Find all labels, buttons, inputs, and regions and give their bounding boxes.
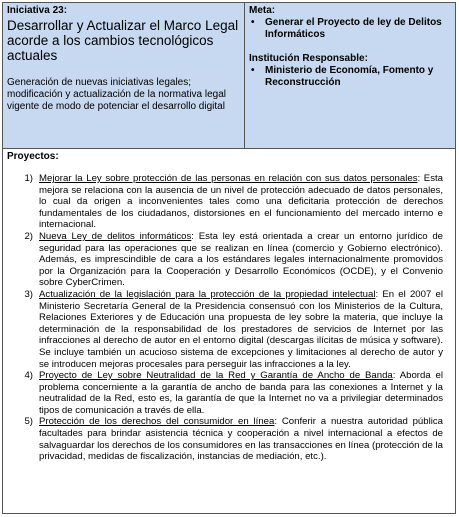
- header-section: [3, 3, 455, 149]
- meta-item: • Generar el Proyecto de ley de Delitos Informáticos: [249, 17, 451, 41]
- project-item: [7, 416, 451, 462]
- project-item: [7, 370, 451, 416]
- project-body: : En el 2007 el Ministerio Secretaría General de la Presidencia consensuó con los Ministerios de la Cultura, Relaciones Exteriores y de Educación una propuesta de ley sobre la materia, que incluye la determinación de la responsabilidad de los prestadores de servicios de Internet por las infracciones al derecho de autor en el entorno digital (descargas ilícitas de música y software). Se incluye también un acucioso sistema de excepciones y limitaciones al derecho de autor y se introducen mejoras procesales para perseguir las infracciones a la ley.: [39, 288, 443, 370]
- project-number: 2): [24, 230, 33, 242]
- project-number: 5): [24, 416, 33, 428]
- project-number: 1): [24, 173, 33, 184]
- initiative-heading: Iniciativa 23:: [7, 5, 68, 16]
- projects-heading: Proyectos:: [7, 151, 59, 162]
- project-item: [7, 231, 451, 289]
- project-title: Actualización de la legislación para la protección de la propiedad intelectual: [39, 288, 376, 300]
- initiative-document: [2, 2, 456, 514]
- project-title: Protección de los derechos del consumidor en línea: [39, 416, 275, 428]
- institution-heading: Institución Responsable:: [249, 53, 368, 64]
- project-title: Mejorar la Ley sobre protección de las personas en relación con sus datos personales: [39, 173, 418, 184]
- project-item: [7, 289, 451, 370]
- project-text: [39, 173, 451, 231]
- institution-item: • Ministerio de Economía, Fomento y Reconstrucción: [249, 65, 451, 89]
- meta-panel: [245, 3, 455, 148]
- project-text: [39, 289, 451, 370]
- project-text: [39, 231, 451, 289]
- initiative-panel: [3, 3, 245, 148]
- project-body: : Esta mejora se relaciona con la ausencia de un nivel de protección adecuado de datos personales, lo cual da origen a inconvenientes tales como una deficitaria protección de derechos fundamentales de los ciudadanos, distorsiones en el funcionamiento del mercado interno e internacional.: [39, 173, 444, 231]
- meta-list: [249, 17, 451, 41]
- project-title: Nueva Ley de delitos informáticos: [39, 230, 192, 242]
- project-text: [39, 370, 451, 416]
- initiative-title: Desarrollar y Actualizar el Marco Legal acorde a los cambios tecnológicos actuales: [7, 18, 239, 63]
- institution-list: [249, 65, 451, 89]
- project-body: : Esta ley está orientada a crear un entorno jurídico de seguridad para las operaciones que se realizan en línea (comercio y Gobierno electrónico). Además, es imprescindible de cara a los estándares legales internacionalmente promovidos por la Organización para la Cooperación y Desarrollo Económicos (OCDE), y el Convenio sobre CyberCrimen.: [39, 230, 443, 289]
- project-body: : Aborda el problema concerniente a la garantía de ancho de banda para las conexiones a Internet y la neutralidad de la Red, esto es, la garantía de que la Internet no va a privilegiar determinados tipos de comunicación a través de ella.: [39, 370, 443, 416]
- project-title: Proyecto de Ley sobre Neutralidad de la Red y Garantía de Ancho de Banda: [39, 370, 393, 382]
- project-item: [7, 173, 451, 231]
- project-number: 4): [24, 370, 33, 382]
- projects-section: [3, 149, 455, 465]
- projects-list: [7, 173, 451, 463]
- project-text: [39, 416, 451, 462]
- initiative-description: Generación de nuevas iniciativas legales; modificación y actualización de la normativa legal vigente de modo de potenciar el desarrollo digital: [7, 77, 227, 112]
- project-body: : Conferir a nuestra autoridad pública facultades para brindar asistencia técnica y cooperación a nivel internacional a efectos de salvaguardar los derechos de los consumidores en las transacciones en línea (protección de la privacidad, medidas de fiscalización, instancias de mediación, etc.).: [39, 416, 443, 463]
- meta-heading: Meta:: [249, 5, 276, 16]
- project-number: 3): [24, 288, 33, 300]
